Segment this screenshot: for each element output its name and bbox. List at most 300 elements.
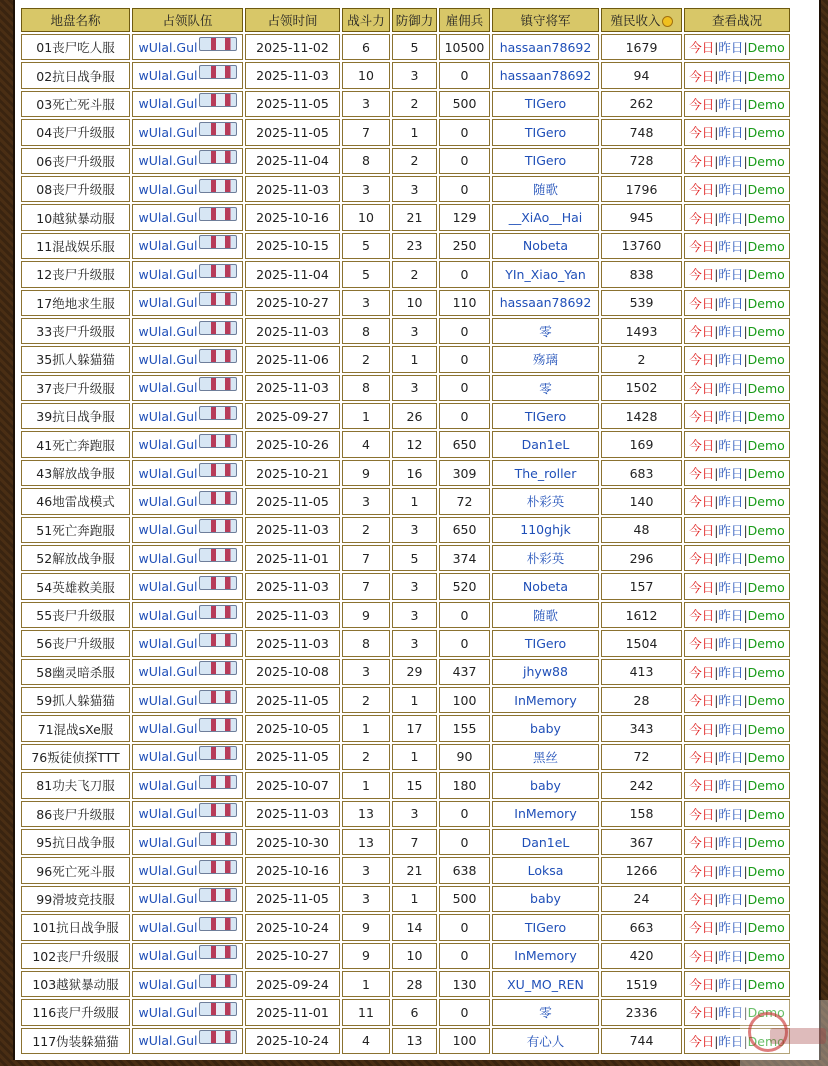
territory-name-cell: 56丧尸升级服 — [21, 630, 130, 656]
header-mercenary: 雇佣兵 — [439, 8, 490, 32]
demo-link[interactable]: Demo — [747, 522, 785, 538]
yesterday-link[interactable]: 昨日 — [718, 324, 744, 340]
today-link[interactable]: 今日 — [689, 238, 715, 254]
team-cell[interactable] — [132, 602, 243, 628]
demo-link[interactable]: Demo — [747, 238, 785, 254]
demo-link[interactable]: Demo — [747, 40, 785, 56]
yesterday-link[interactable]: 昨日 — [718, 494, 744, 510]
today-link[interactable]: 今日 — [689, 324, 715, 340]
today-link[interactable]: 今日 — [689, 579, 715, 595]
attack-cell: 2 — [342, 346, 390, 372]
team-link[interactable]: wUlal.Gul — [138, 437, 198, 453]
general-link[interactable]: baby — [492, 886, 599, 912]
team-cell[interactable] — [132, 999, 243, 1025]
team-flag-icon — [199, 406, 237, 420]
demo-link[interactable]: Demo — [747, 551, 785, 567]
demo-link[interactable]: Demo — [747, 409, 785, 425]
today-link[interactable]: 今日 — [689, 664, 715, 680]
general-link[interactable]: hassaan78692 — [492, 34, 599, 60]
team-cell[interactable] — [132, 460, 243, 486]
header-occupy-time: 占领时间 — [245, 8, 340, 32]
mercenary-cell: 0 — [439, 119, 490, 145]
general-link[interactable]: InMemory — [492, 801, 599, 827]
team-link[interactable]: wUlal.Gul — [138, 863, 198, 879]
general-link[interactable]: Dan1eL — [492, 829, 599, 855]
sep: | — [743, 437, 748, 453]
territory-name-cell: 95抗日战争服 — [21, 829, 130, 855]
team-link[interactable]: wUlal.Gul — [138, 692, 198, 708]
general-link[interactable]: InMemory — [492, 687, 599, 713]
demo-link[interactable]: Demo — [747, 891, 785, 907]
demo-link[interactable]: Demo — [747, 324, 785, 340]
demo-link[interactable]: Demo — [747, 835, 785, 851]
today-link[interactable]: 今日 — [689, 608, 715, 623]
team-cell[interactable] — [132, 914, 243, 940]
sep: | — [714, 295, 719, 311]
demo-link[interactable]: Demo — [747, 749, 785, 765]
battle-view-cell — [684, 829, 790, 855]
yesterday-link[interactable]: 昨日 — [718, 352, 744, 368]
team-link[interactable]: wUlal.Gul — [138, 635, 198, 651]
today-link[interactable]: 今日 — [689, 920, 715, 936]
sep: | — [714, 40, 719, 56]
demo-link[interactable]: Demo — [747, 380, 785, 396]
team-link[interactable]: wUlal.Gul — [138, 465, 198, 481]
team-link[interactable]: wUlal.Gul — [138, 124, 198, 140]
battle-view-cell — [684, 62, 790, 88]
team-cell[interactable] — [132, 119, 243, 145]
sep: | — [743, 267, 748, 283]
yesterday-link[interactable]: 昨日 — [718, 125, 744, 141]
team-link[interactable]: wUlal.Gul — [138, 210, 198, 226]
team-cell[interactable] — [132, 971, 243, 997]
team-link[interactable]: wUlal.Gul — [138, 39, 198, 55]
income-cell: 1796 — [601, 176, 682, 202]
today-link[interactable]: 今日 — [689, 693, 715, 709]
yesterday-link[interactable]: 昨日 — [718, 295, 744, 311]
team-cell[interactable] — [132, 488, 243, 514]
demo-link[interactable]: Demo — [747, 579, 785, 595]
defense-cell: 3 — [392, 573, 437, 599]
yesterday-link[interactable]: 昨日 — [718, 182, 744, 198]
general-link[interactable]: XU_MO_REN — [492, 971, 599, 997]
general-link[interactable]: InMemory — [492, 943, 599, 969]
team-cell[interactable] — [132, 261, 243, 287]
income-cell: 72 — [601, 744, 682, 770]
battle-view-cell — [684, 602, 790, 628]
team-flag-icon — [199, 945, 237, 959]
yesterday-link[interactable]: 昨日 — [718, 522, 744, 538]
demo-link[interactable]: Demo — [747, 1005, 785, 1021]
general-link[interactable]: 随歌 — [492, 602, 599, 628]
sep: | — [743, 863, 748, 879]
general-link[interactable]: TIGero — [492, 91, 599, 117]
demo-link[interactable]: Demo — [747, 352, 785, 368]
team-link[interactable]: wUlal.Gul — [138, 295, 198, 311]
demo-link[interactable]: Demo — [747, 920, 785, 936]
team-flag-icon — [199, 718, 237, 732]
team-cell[interactable] — [132, 545, 243, 571]
team-link[interactable]: wUlal.Gul — [138, 919, 198, 935]
general-link[interactable]: 零 — [492, 318, 599, 344]
defense-cell: 3 — [392, 62, 437, 88]
yesterday-link[interactable]: 昨日 — [718, 948, 744, 964]
yesterday-link[interactable]: 昨日 — [718, 636, 744, 652]
general-link[interactable]: 有心人 — [492, 1028, 599, 1054]
yesterday-link[interactable]: 昨日 — [718, 153, 744, 169]
sep: | — [743, 891, 748, 907]
occupy-time-cell: 2025-09-24 — [245, 971, 340, 997]
team-cell[interactable] — [132, 687, 243, 713]
sep: | — [714, 693, 719, 709]
yesterday-link[interactable]: 昨日 — [718, 437, 744, 453]
yesterday-link[interactable]: 昨日 — [718, 693, 744, 709]
general-link[interactable]: hassaan78692 — [492, 290, 599, 316]
demo-link[interactable]: Demo — [747, 153, 785, 169]
yesterday-link[interactable]: 昨日 — [718, 920, 744, 936]
today-link[interactable]: 今日 — [689, 437, 715, 453]
demo-link[interactable]: Demo — [747, 806, 785, 822]
general-link[interactable]: __XiAo__Hai — [492, 204, 599, 230]
sep: | — [714, 835, 719, 851]
yesterday-link[interactable]: 昨日 — [718, 863, 744, 879]
yesterday-link[interactable]: 昨日 — [718, 1005, 744, 1021]
mercenary-cell: 0 — [439, 602, 490, 628]
today-link[interactable]: 今日 — [689, 749, 715, 765]
territory-name-cell: 116丧尸升级服 — [21, 999, 130, 1025]
general-link[interactable]: 110ghjk — [492, 517, 599, 543]
mercenary-cell: 638 — [439, 857, 490, 883]
demo-link[interactable]: Demo — [747, 125, 785, 141]
today-link[interactable]: 今日 — [689, 68, 715, 84]
today-link[interactable]: 今日 — [689, 863, 715, 879]
team-cell[interactable] — [132, 62, 243, 88]
demo-link[interactable]: Demo — [747, 778, 785, 794]
defense-cell: 2 — [392, 91, 437, 117]
sep: | — [714, 522, 719, 538]
team-cell[interactable] — [132, 943, 243, 969]
team-cell[interactable] — [132, 573, 243, 599]
income-cell: 1679 — [601, 34, 682, 60]
mercenary-cell: 129 — [439, 204, 490, 230]
today-link[interactable]: 今日 — [689, 40, 715, 56]
general-link[interactable]: baby — [492, 772, 599, 798]
team-cell[interactable] — [132, 403, 243, 429]
general-link[interactable]: hassaan78692 — [492, 62, 599, 88]
team-link[interactable]: wUlal.Gul — [138, 522, 198, 538]
demo-link[interactable]: Demo — [747, 494, 785, 510]
team-link[interactable]: wUlal.Gul — [138, 351, 198, 367]
general-link[interactable]: 殇璃 — [492, 346, 599, 372]
sep: | — [714, 68, 719, 84]
team-cell[interactable] — [132, 233, 243, 259]
battle-view-cell — [684, 630, 790, 656]
team-cell[interactable] — [132, 176, 243, 202]
attack-cell: 9 — [342, 602, 390, 628]
yesterday-link[interactable]: 昨日 — [718, 210, 744, 226]
team-cell[interactable] — [132, 204, 243, 230]
general-link[interactable]: TIGero — [492, 403, 599, 429]
yesterday-link[interactable]: 昨日 — [718, 238, 744, 254]
yesterday-link[interactable]: 昨日 — [718, 835, 744, 851]
demo-link[interactable]: Demo — [747, 721, 785, 737]
general-link[interactable]: 零 — [492, 999, 599, 1025]
income-cell: 663 — [601, 914, 682, 940]
team-link[interactable]: wUlal.Gul — [138, 976, 198, 992]
team-link[interactable]: wUlal.Gul — [138, 96, 198, 112]
team-link[interactable]: wUlal.Gul — [138, 266, 198, 282]
defense-cell: 15 — [392, 772, 437, 798]
sep: | — [714, 551, 719, 567]
demo-link[interactable]: Demo — [747, 863, 785, 879]
team-cell[interactable] — [132, 744, 243, 770]
yesterday-link[interactable]: 昨日 — [718, 267, 744, 283]
team-link[interactable]: wUlal.Gul — [138, 493, 198, 509]
today-link[interactable]: 今日 — [689, 806, 715, 822]
demo-link[interactable]: Demo — [747, 96, 785, 112]
yesterday-link[interactable]: 昨日 — [718, 749, 744, 765]
table-row — [21, 573, 790, 599]
team-cell[interactable] — [132, 318, 243, 344]
general-link[interactable]: The_roller — [492, 460, 599, 486]
battle-view-cell — [684, 914, 790, 940]
team-flag-icon — [199, 832, 237, 846]
yesterday-link[interactable]: 昨日 — [718, 977, 744, 993]
team-cell[interactable] — [132, 772, 243, 798]
today-link[interactable]: 今日 — [689, 636, 715, 652]
demo-link[interactable]: Demo — [747, 636, 785, 652]
attack-cell: 9 — [342, 943, 390, 969]
yesterday-link[interactable]: 昨日 — [718, 380, 744, 396]
yesterday-link[interactable]: 昨日 — [718, 40, 744, 56]
team-cell[interactable] — [132, 148, 243, 174]
income-cell: 1502 — [601, 375, 682, 401]
today-link[interactable]: 今日 — [689, 891, 715, 907]
general-link[interactable]: 黑丝 — [492, 744, 599, 770]
team-cell[interactable] — [132, 829, 243, 855]
income-cell: 28 — [601, 687, 682, 713]
team-link[interactable]: wUlal.Gul — [138, 1033, 198, 1049]
defense-cell: 3 — [392, 630, 437, 656]
demo-link[interactable]: Demo — [747, 608, 785, 623]
today-link[interactable]: 今日 — [689, 352, 715, 368]
general-link[interactable]: jhyw88 — [492, 659, 599, 685]
team-link[interactable]: wUlal.Gul — [138, 1004, 198, 1020]
general-link[interactable]: TIGero — [492, 119, 599, 145]
general-link[interactable]: 朴彩英 — [492, 545, 599, 571]
general-link[interactable]: Nobeta — [492, 573, 599, 599]
income-cell: 367 — [601, 829, 682, 855]
team-link[interactable]: wUlal.Gul — [138, 550, 198, 566]
today-link[interactable]: 今日 — [689, 380, 715, 396]
general-link[interactable]: baby — [492, 715, 599, 741]
team-link[interactable]: wUlal.Gul — [138, 408, 198, 424]
mercenary-cell: 0 — [439, 261, 490, 287]
team-cell[interactable] — [132, 517, 243, 543]
demo-link[interactable]: Demo — [747, 1033, 785, 1049]
today-link[interactable]: 今日 — [689, 466, 715, 482]
team-cell[interactable] — [132, 34, 243, 60]
team-cell[interactable] — [132, 1028, 243, 1054]
mercenary-cell: 155 — [439, 715, 490, 741]
attack-cell: 7 — [342, 545, 390, 571]
income-cell: 94 — [601, 62, 682, 88]
today-link[interactable]: 今日 — [689, 778, 715, 794]
team-link[interactable]: wUlal.Gul — [138, 380, 198, 396]
team-link[interactable]: wUlal.Gul — [138, 721, 198, 737]
team-link[interactable]: wUlal.Gul — [138, 664, 198, 680]
team-link[interactable]: wUlal.Gul — [138, 579, 198, 595]
mercenary-cell: 0 — [439, 403, 490, 429]
today-link[interactable]: 今日 — [689, 295, 715, 311]
battle-view-cell — [684, 744, 790, 770]
team-link[interactable]: wUlal.Gul — [138, 948, 198, 964]
general-link[interactable]: YIn_Xiao_Yan — [492, 261, 599, 287]
today-link[interactable]: 今日 — [689, 96, 715, 112]
today-link[interactable]: 今日 — [689, 551, 715, 567]
team-link[interactable]: wUlal.Gul — [138, 153, 198, 169]
team-link[interactable]: wUlal.Gul — [138, 834, 198, 850]
income-cell: 24 — [601, 886, 682, 912]
team-link[interactable]: wUlal.Gul — [138, 749, 198, 765]
yesterday-link[interactable]: 昨日 — [718, 409, 744, 425]
battle-view-cell — [684, 801, 790, 827]
attack-cell: 3 — [342, 91, 390, 117]
team-cell[interactable] — [132, 857, 243, 883]
demo-link[interactable]: Demo — [747, 210, 785, 226]
today-link[interactable]: 今日 — [689, 977, 715, 993]
team-cell[interactable] — [132, 659, 243, 685]
occupy-time-cell: 2025-10-24 — [245, 1028, 340, 1054]
team-cell[interactable] — [132, 375, 243, 401]
mercenary-cell: 0 — [439, 829, 490, 855]
demo-link[interactable]: Demo — [747, 664, 785, 680]
team-link[interactable]: wUlal.Gul — [138, 806, 198, 822]
table-row — [21, 403, 790, 429]
team-cell[interactable] — [132, 431, 243, 457]
demo-link[interactable]: Demo — [747, 182, 785, 198]
general-link[interactable]: Loksa — [492, 857, 599, 883]
team-link[interactable]: wUlal.Gul — [138, 181, 198, 197]
mercenary-cell: 0 — [439, 943, 490, 969]
team-flag-icon — [199, 434, 237, 448]
yesterday-link[interactable]: 昨日 — [718, 664, 744, 680]
general-link[interactable]: 随歌 — [492, 176, 599, 202]
territory-name-cell: 37丧尸升级服 — [21, 375, 130, 401]
general-link[interactable]: Dan1eL — [492, 431, 599, 457]
team-link[interactable]: wUlal.Gul — [138, 238, 198, 254]
battle-view-cell — [684, 573, 790, 599]
yesterday-link[interactable]: 昨日 — [718, 608, 744, 623]
sep: | — [743, 182, 748, 198]
demo-link[interactable]: Demo — [747, 295, 785, 311]
yesterday-link[interactable]: 昨日 — [718, 579, 744, 595]
team-link[interactable]: wUlal.Gul — [138, 323, 198, 339]
yesterday-link[interactable]: 昨日 — [718, 1033, 744, 1049]
team-link[interactable]: wUlal.Gul — [138, 891, 198, 907]
today-link[interactable]: 今日 — [689, 1033, 715, 1049]
sep: | — [714, 324, 719, 340]
mercenary-cell: 0 — [439, 318, 490, 344]
income-cell: 158 — [601, 801, 682, 827]
yesterday-link[interactable]: 昨日 — [718, 721, 744, 737]
demo-link[interactable]: Demo — [747, 466, 785, 482]
table-row — [21, 176, 790, 202]
today-link[interactable]: 今日 — [689, 409, 715, 425]
team-cell[interactable] — [132, 630, 243, 656]
today-link[interactable]: 今日 — [689, 182, 715, 198]
today-link[interactable]: 今日 — [689, 267, 715, 283]
team-cell[interactable] — [132, 91, 243, 117]
general-link[interactable]: 零 — [492, 375, 599, 401]
occupy-time-cell: 2025-11-05 — [245, 488, 340, 514]
team-cell[interactable] — [132, 801, 243, 827]
sep: | — [714, 806, 719, 822]
defense-cell: 3 — [392, 318, 437, 344]
yesterday-link[interactable]: 昨日 — [718, 68, 744, 84]
general-link[interactable]: Nobeta — [492, 233, 599, 259]
yesterday-link[interactable]: 昨日 — [718, 806, 744, 822]
demo-link[interactable]: Demo — [747, 693, 785, 709]
sep: | — [743, 948, 748, 964]
general-link[interactable]: 朴彩英 — [492, 488, 599, 514]
demo-link[interactable]: Demo — [747, 267, 785, 283]
team-link[interactable]: wUlal.Gul — [138, 68, 198, 84]
today-link[interactable]: 今日 — [689, 948, 715, 964]
today-link[interactable]: 今日 — [689, 835, 715, 851]
general-link[interactable]: TIGero — [492, 630, 599, 656]
today-link[interactable]: 今日 — [689, 494, 715, 510]
today-link[interactable]: 今日 — [689, 1005, 715, 1021]
team-flag-icon — [199, 349, 237, 363]
demo-link[interactable]: Demo — [747, 437, 785, 453]
today-link[interactable]: 今日 — [689, 153, 715, 169]
team-cell[interactable] — [132, 290, 243, 316]
team-link[interactable]: wUlal.Gul — [138, 777, 198, 793]
demo-link[interactable]: Demo — [747, 68, 785, 84]
battle-view-cell — [684, 91, 790, 117]
team-flag-icon — [199, 377, 237, 391]
table-row — [21, 375, 790, 401]
mercenary-cell: 0 — [439, 62, 490, 88]
demo-link[interactable]: Demo — [747, 948, 785, 964]
attack-cell: 5 — [342, 261, 390, 287]
team-cell[interactable] — [132, 715, 243, 741]
yesterday-link[interactable]: 昨日 — [718, 551, 744, 567]
sep: | — [714, 466, 719, 482]
team-cell[interactable] — [132, 886, 243, 912]
today-link[interactable]: 今日 — [689, 522, 715, 538]
battle-view-cell — [684, 318, 790, 344]
attack-cell: 3 — [342, 659, 390, 685]
today-link[interactable]: 今日 — [689, 125, 715, 141]
yesterday-link[interactable]: 昨日 — [718, 96, 744, 112]
yesterday-link[interactable]: 昨日 — [718, 778, 744, 794]
sep: | — [743, 210, 748, 226]
today-link[interactable]: 今日 — [689, 721, 715, 737]
general-link[interactable]: TIGero — [492, 914, 599, 940]
general-link[interactable]: TIGero — [492, 148, 599, 174]
attack-cell: 10 — [342, 62, 390, 88]
team-cell[interactable] — [132, 346, 243, 372]
defense-cell: 1 — [392, 119, 437, 145]
yesterday-link[interactable]: 昨日 — [718, 891, 744, 907]
today-link[interactable]: 今日 — [689, 210, 715, 226]
demo-link[interactable]: Demo — [747, 977, 785, 993]
team-flag-icon — [199, 321, 237, 335]
team-link[interactable]: wUlal.Gul — [138, 607, 198, 623]
yesterday-link[interactable]: 昨日 — [718, 466, 744, 482]
